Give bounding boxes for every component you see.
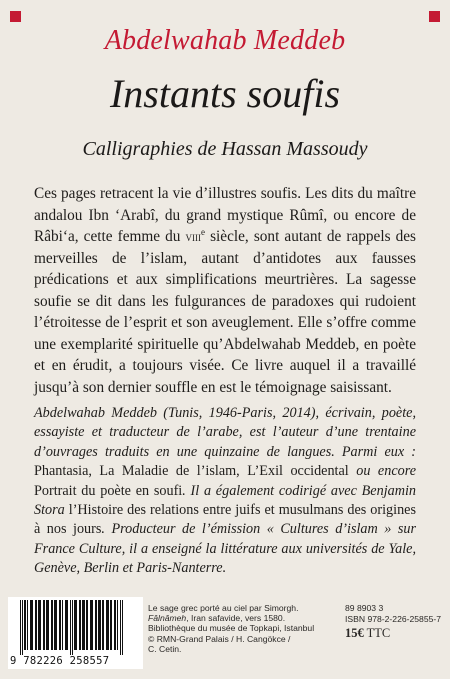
barcode-bar — [54, 600, 57, 650]
barcode-bar — [65, 600, 68, 650]
barcode-bar — [22, 600, 23, 655]
barcode-bar — [20, 600, 21, 655]
book-title: Instants soufis — [109, 71, 341, 116]
bio-text-1: Abdelwahab Meddeb (Tunis, 1946-Paris, 2014), écrivain, poète, essayiste et traducteur de l’arabe, est l’auteur d’une trentaine d’ouvrages traduits en une quinzaine de langues. Parmi eux : — [34, 405, 416, 460]
price-label — [345, 625, 445, 641]
product-code: 89 8903 3 — [345, 603, 384, 613]
barcode-bar — [82, 600, 85, 650]
barcode-bar — [79, 600, 81, 650]
bio-book-1: Phantasia — [34, 463, 89, 480]
red-square-right — [429, 11, 440, 22]
image-credits — [148, 603, 323, 654]
barcode-bar — [117, 600, 118, 650]
barcode-bar — [27, 600, 28, 650]
bio-text-4: . Producteur de l’émission « Cultures d’islam » sur France Culture, il a enseigné la littérature aux universités de Yale, Genève, Berlin et Paris-Nanterre. — [34, 521, 416, 577]
barcode-bar — [122, 600, 123, 655]
blurb-text-1: Ces pages retracent la vie d’illustres soufis. Les dits du maître andalou Ibn ‘Arabî, du grand mystique Rûmî, ou encore de Râbi‘a, cette femme du — [34, 185, 416, 245]
red-square-left — [10, 11, 21, 22]
barcode-bar — [24, 600, 26, 650]
barcode-bar — [106, 600, 109, 650]
bio-book-5: l’Histoire des relations entre juifs et musulmans des origines à nos jours — [34, 502, 416, 538]
author-bio — [34, 404, 416, 579]
barcode-bar — [86, 600, 88, 650]
bio-comma-2: , — [236, 463, 248, 480]
barcode-bar — [110, 600, 112, 650]
barcode-bar — [35, 600, 37, 650]
bio-text-2: ou encore — [348, 463, 417, 480]
barcode-bar — [102, 600, 104, 650]
credit-line-4: © RMN-Grand Palais / H. Cangökce / — [148, 633, 291, 644]
bio-book-2: La Maladie de l’islam — [99, 463, 237, 480]
barcode-digits: 9 782226 258557 — [10, 655, 110, 667]
barcode-bar — [90, 600, 93, 650]
price-box — [345, 603, 445, 641]
barcode-bar — [74, 600, 77, 650]
credit-line-3: Bibliothèque du musée de Topkapi, Istanbul — [148, 623, 315, 634]
bio-text-3: . Il a également codirigé avec Benjamin Stora — [34, 482, 417, 519]
credit-line-1: Le sage grec porté au ciel par Simorgh. — [148, 603, 299, 613]
price-amount: 15€ — [345, 626, 364, 640]
barcode-bar — [120, 600, 121, 655]
credit-line-5: C. Cetin. — [148, 643, 182, 654]
barcode-bar — [46, 600, 49, 650]
barcode-bar — [62, 600, 63, 650]
blurb-text-2: siècle, sont autant de rappels des merveilles de l’islam, autant d’antidotes aux fausses prédications et aux simplifications meurtrières. La sagesse soufie se dit dans les fulgurances de paradoxes qui rudoient l’étroitesse de l’esprit et son aveuglement. Elle s’offre comme une exemplarité spirituelle qu’Abdelwahab Meddeb, en poète et en érudit, a toujours visée. Ce livre auquel il a travaillé jusqu’à son dernier souffle en est le témoignage saisissant. — [34, 228, 416, 396]
barcode-bar — [38, 600, 41, 650]
barcode-bar — [59, 600, 61, 650]
barcode-bar — [98, 600, 101, 650]
blurb-century: viii — [185, 229, 202, 244]
barcode-bar — [114, 600, 116, 650]
back-cover-blurb — [34, 183, 416, 398]
isbn-barcode — [8, 597, 143, 669]
barcode-bar — [30, 600, 33, 650]
isbn-text: ISBN 978-2-226-25855-7 — [345, 614, 442, 624]
credit-work-title: Fâlnâmeh — [148, 613, 187, 624]
bio-book-4: Portrait du poète en soufi — [34, 482, 183, 499]
barcode-bar — [43, 600, 45, 650]
price-tax: TTC — [366, 626, 391, 640]
bio-comma-1: , — [88, 463, 100, 480]
barcode-bar — [70, 600, 71, 655]
bio-book-3: L’Exil occidental — [247, 463, 349, 480]
barcode-bar — [95, 600, 97, 650]
credit-line-2 — [148, 613, 323, 623]
credit-line-2b: , Iran safavide, vers 1580. — [186, 613, 286, 624]
author-name: Abdelwahab Meddeb — [104, 25, 346, 56]
barcode-bars — [8, 597, 143, 655]
book-subtitle: Calligraphies de Hassan Massoudy — [82, 138, 368, 160]
barcode-bar — [72, 600, 73, 655]
blurb-century-sup: e — [201, 226, 206, 237]
barcode-bar — [51, 600, 53, 650]
